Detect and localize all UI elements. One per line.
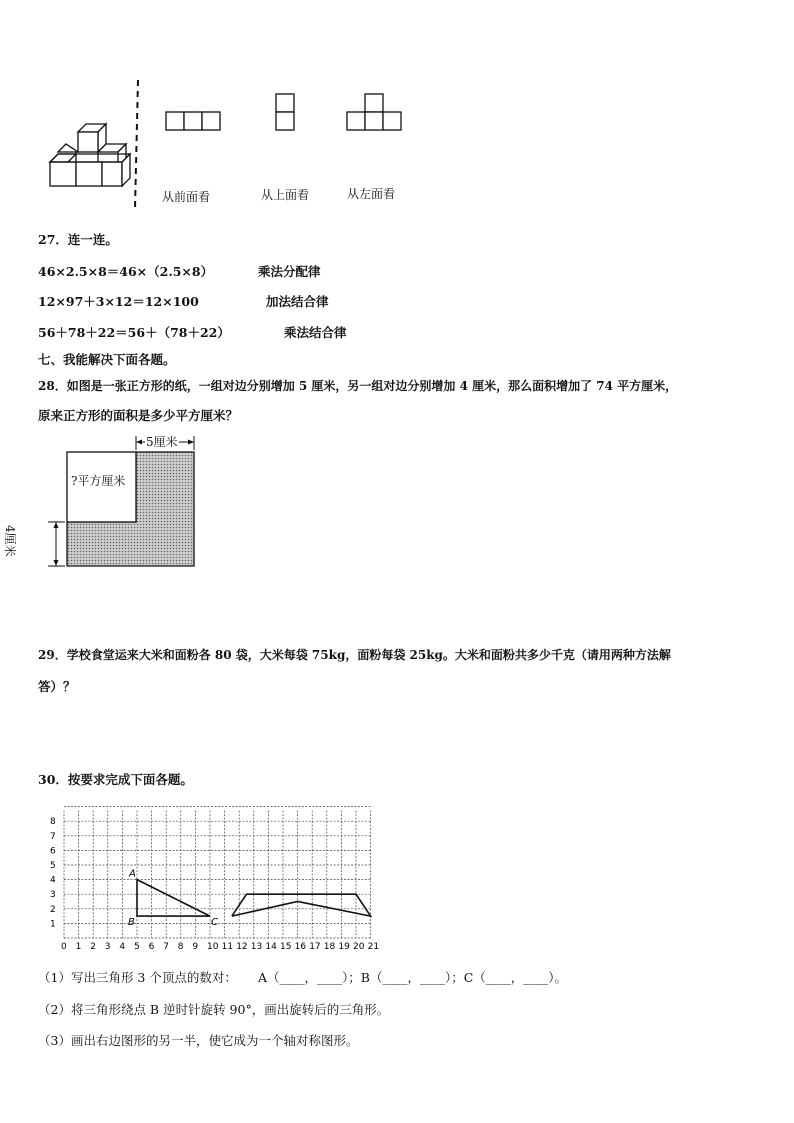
x-tick-label: 10 (207, 942, 219, 952)
q28-top-dimension-label: 5厘米 (146, 435, 178, 449)
x-tick-label: 17 (309, 942, 321, 952)
x-tick-label: 18 (323, 942, 336, 952)
q27-expr-3: 56＋78＋22＝56＋（78＋22） (38, 325, 230, 340)
y-tick-label: 7 (50, 831, 56, 842)
point-c-label: C (211, 917, 218, 929)
section-heading: 七、我能解决下面各题。 (38, 352, 176, 367)
x-tick-label: 19 (338, 942, 350, 952)
left-view-shape (347, 94, 401, 130)
front-view-shape (166, 112, 220, 130)
x-tick-label: 15 (280, 942, 292, 952)
x-tick-label: 14 (265, 942, 277, 952)
dashed-separator (135, 80, 138, 208)
top-view-label: 从上面看 (261, 188, 310, 202)
y-tick-label: 2 (50, 904, 56, 915)
x-tick-label: 13 (250, 942, 263, 952)
q29-text-line1: 29．学校食堂运来大米和面粉各 80 袋，大米每袋 75kg，面粉每袋 25kg。大米和面粉共多少千克（请用两种方法解 (38, 648, 671, 662)
q30-sub3-text: （3）画出右边图形的另一半，使它成为一个轴对称图形。 (38, 1033, 359, 1048)
y-tick-label: 5 (50, 861, 56, 871)
point-b-label: B (128, 917, 135, 929)
left-view-label: 从左面看 (347, 187, 396, 201)
q30-sub1-blanks[interactable]: A（____，____）；B（____，____）；C（____，____）。 (258, 970, 568, 985)
x-tick-label: 16 (294, 942, 307, 952)
y-tick-label: 4 (50, 875, 56, 886)
top-view-shape (276, 94, 294, 130)
q30-grid-figure (44, 800, 380, 952)
q30-sub2-text: （2）将三角形绕点 B 逆时针旋转 90°，画出旋转后的三角形。 (38, 1002, 390, 1017)
y-tick-label: 6 (50, 846, 56, 857)
half-symmetric-figure (232, 894, 371, 916)
q28-unknown-area-label: ?平方厘米 (71, 474, 126, 488)
x-tick-label: 5 (134, 942, 140, 952)
y-tick-label: 8 (50, 817, 56, 828)
q29-text-line2: 答）？ (38, 679, 76, 694)
q28-text-line1: 28．如图是一张正方形的纸，一组对边分别增加 5 厘米，另一组对边分别增加 4 厘米，那么面积增加了 74 平方厘米， (38, 379, 678, 393)
x-tick-label: 11 (221, 942, 234, 952)
x-tick-label: 8 (177, 942, 184, 952)
q28-text-line2: 原来正方形的面积是多少平方厘米？ (38, 408, 239, 423)
y-axis-ticks (50, 817, 56, 929)
y-tick-label: 3 (50, 890, 56, 901)
q27-expr-2: 12×97＋3×12＝12×100 (38, 294, 199, 309)
q27-law-3: 乘法结合律 (284, 325, 347, 340)
front-view-label: 从前面看 (162, 190, 211, 204)
x-tick-label: 1 (75, 942, 82, 952)
x-axis-ticks (61, 942, 379, 952)
q28-side-dimension-label: 4厘米 (3, 525, 17, 557)
q30-title: 30．按要求完成下面各题。 (38, 772, 193, 787)
q30-sub1-text: （1）写出三角形 3 个顶点的数对： (38, 970, 237, 985)
cube-stack-figure (50, 124, 130, 186)
q27-title: 27．连一连。 (38, 232, 118, 247)
x-tick-label: 20 (353, 942, 365, 952)
x-tick-label: 12 (236, 942, 248, 952)
q27-law-2: 加法结合律 (266, 294, 329, 309)
x-tick-label: 21 (367, 942, 380, 952)
x-tick-label: 3 (104, 942, 111, 952)
point-a-label: A (129, 868, 136, 880)
y-tick-label: 1 (50, 919, 56, 930)
x-tick-label: 9 (192, 942, 199, 952)
x-tick-label: 4 (119, 942, 126, 952)
x-tick-label: 6 (148, 942, 155, 952)
q27-law-1: 乘法分配律 (258, 264, 321, 279)
x-tick-label: 7 (163, 942, 169, 952)
x-tick-label: 0 (61, 942, 67, 952)
q28-square-figure (34, 430, 204, 572)
triangle-abc (137, 880, 210, 917)
x-tick-label: 2 (90, 942, 96, 952)
q27-expr-1: 46×2.5×8＝46×（2.5×8） (38, 264, 214, 279)
